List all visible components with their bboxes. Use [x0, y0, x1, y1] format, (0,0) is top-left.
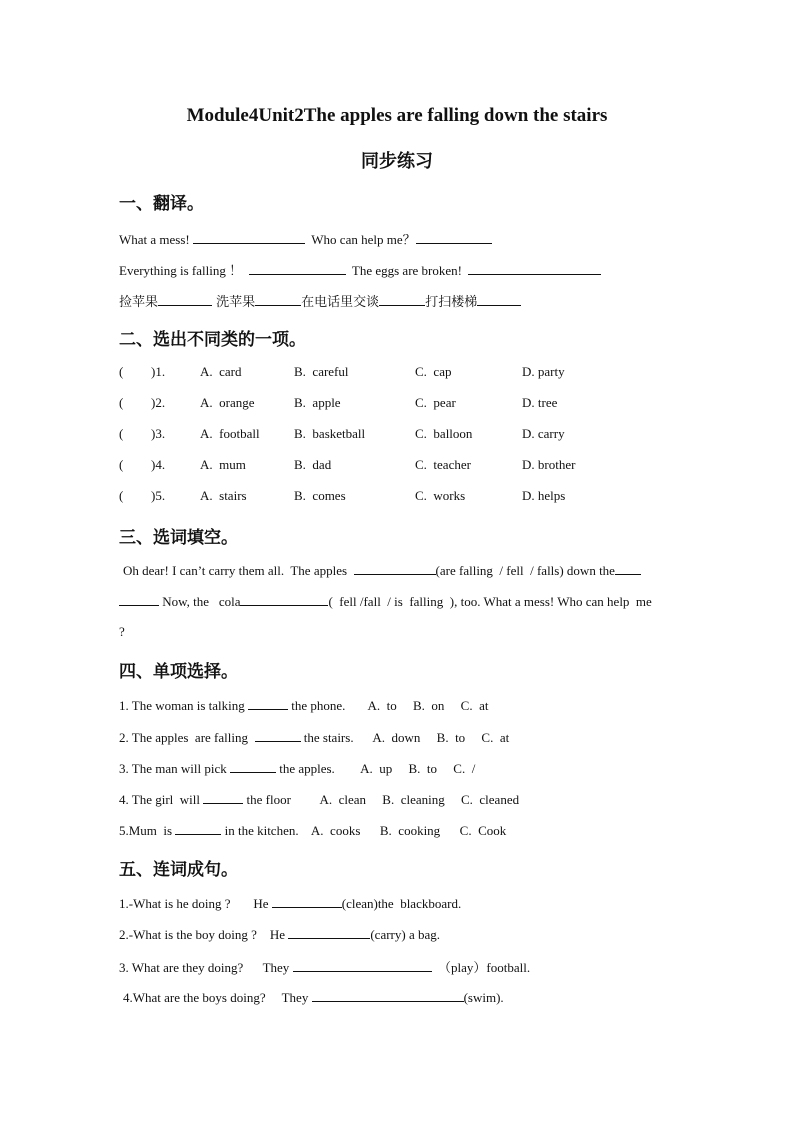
answer-blank[interactable]: [272, 894, 342, 908]
page-subtitle: 同步练习: [361, 151, 433, 172]
section-translate-heading: 一、翻译。: [119, 194, 204, 214]
list-item: [119, 821, 506, 839]
question-number: )2.: [151, 395, 166, 410]
option-d: D. brother: [522, 457, 576, 472]
translate-item-f: 洗苹果: [216, 295, 256, 310]
question-text: 5.Mum is: [119, 823, 173, 838]
option-c: C. cap: [415, 364, 452, 379]
answer-blank[interactable]: [193, 230, 305, 244]
answer-paren[interactable]: (: [119, 426, 124, 441]
answer-blank[interactable]: [240, 592, 328, 606]
sentence-subject: He: [253, 896, 269, 911]
question-tail: the floor: [246, 792, 291, 807]
answer-blank[interactable]: [158, 292, 212, 306]
option-b: B. apple: [294, 395, 341, 410]
answer-blank[interactable]: [379, 292, 425, 306]
section-odd-one-out-heading: 二、选出不同类的一项。: [119, 330, 306, 350]
sentence-subject: He: [269, 927, 286, 942]
answer-blank[interactable]: [477, 292, 521, 306]
fill-paragraph-line-3: ?: [119, 624, 125, 639]
fill-text-1a: Oh dear! I can’t carry them all. The apples: [123, 563, 348, 578]
page-title: Module4Unit2The apples are falling down the stairs: [186, 105, 608, 126]
translate-item-g: 在电话里交谈: [301, 295, 380, 310]
answer-paren[interactable]: (: [119, 395, 124, 410]
option-d: D. tree: [522, 395, 558, 410]
sentence-question: 3. What are they doing?: [119, 960, 244, 975]
fill-text-2a: Now, the cola: [162, 594, 241, 609]
translate-item-c: Everything is falling ！: [119, 263, 243, 278]
answer-blank[interactable]: [249, 261, 346, 275]
option-a: A. football: [200, 426, 260, 441]
question-options: A. clean B. cleaning C. cleaned: [319, 792, 520, 807]
option-b: B. basketball: [294, 426, 366, 441]
answer-blank[interactable]: [255, 292, 301, 306]
sentence-subject: They: [262, 960, 290, 975]
answer-blank[interactable]: [203, 790, 243, 804]
option-a: A. card: [200, 364, 242, 379]
sentence-question: 4.What are the boys doing?: [123, 990, 266, 1005]
translate-line-2: [119, 260, 601, 279]
sentence-question: 1.-What is he doing ?: [119, 896, 231, 911]
option-c: C. teacher: [415, 457, 471, 472]
question-tail: the stairs.: [303, 730, 354, 745]
section-single-choice-heading: 四、单项选择。: [119, 662, 238, 682]
list-item: [119, 696, 488, 714]
list-item: [119, 759, 475, 777]
question-options: A. to B. on C. at: [367, 698, 489, 713]
translate-item-b: Who can help me？: [311, 232, 416, 247]
option-c: C. pear: [415, 395, 456, 410]
answer-blank[interactable]: [468, 261, 601, 275]
answer-blank[interactable]: [175, 821, 221, 835]
option-d: D. party: [522, 364, 565, 379]
sentence-subject: They: [281, 990, 309, 1005]
answer-blank[interactable]: [293, 958, 432, 972]
answer-blank[interactable]: [416, 230, 492, 244]
question-text: 3. The man will pick: [119, 761, 227, 776]
option-d: D. helps: [522, 488, 566, 503]
translate-item-a: What a mess!: [119, 232, 190, 247]
translate-item-d: The eggs are broken!: [351, 263, 462, 278]
question-tail: the phone.: [291, 698, 346, 713]
question-number: )3.: [151, 426, 166, 441]
option-b: B. careful: [294, 364, 349, 379]
question-options: A. down B. to C. at: [372, 730, 510, 745]
answer-blank[interactable]: [615, 561, 641, 575]
answer-blank[interactable]: [288, 925, 370, 939]
question-text: 1. The woman is talking: [119, 698, 245, 713]
question-tail: in the kitchen.: [224, 823, 299, 838]
translate-line-3: [119, 291, 521, 310]
answer-paren[interactable]: (: [119, 457, 124, 472]
fill-paragraph-line-1: [123, 561, 641, 579]
list-item: [119, 728, 509, 746]
translate-line-1: [119, 229, 492, 248]
sentence-hint: (carry) a bag.: [370, 927, 440, 942]
answer-blank[interactable]: [248, 696, 288, 710]
question-options: A. cooks B. cooking C. Cook: [310, 823, 507, 838]
section-fill-blank-heading: 三、选词填空。: [119, 528, 238, 548]
option-b: B. comes: [294, 488, 346, 503]
list-item: [119, 894, 461, 912]
answer-blank[interactable]: [119, 592, 159, 606]
answer-blank[interactable]: [312, 988, 464, 1002]
list-item: [119, 790, 519, 808]
sentence-hint: (clean)the blackboard.: [341, 896, 462, 911]
question-options: A. up B. to C. /: [360, 761, 476, 776]
option-c: C. balloon: [415, 426, 473, 441]
sentence-hint: （play）football.: [438, 960, 531, 975]
sentence-question: 2.-What is the boy doing ?: [119, 927, 257, 942]
question-number: )1.: [151, 364, 166, 379]
answer-paren[interactable]: (: [119, 364, 124, 379]
fill-text-1b: (are falling / fell / falls) down the: [435, 563, 615, 578]
answer-paren[interactable]: (: [119, 488, 124, 503]
fill-text-2b: ( fell /fall / is falling ), too. What a mess! Who can help me: [328, 594, 652, 609]
answer-blank[interactable]: [230, 759, 276, 773]
option-c: C. works: [415, 488, 466, 503]
answer-blank[interactable]: [354, 561, 436, 575]
option-d: D. carry: [522, 426, 565, 441]
question-text: 2. The apples are falling: [119, 730, 248, 745]
translate-item-h: 打扫楼梯: [425, 295, 478, 310]
question-text: 4. The girl will: [119, 792, 201, 807]
translate-item-e: 捡苹果: [119, 295, 159, 310]
list-item: [119, 925, 440, 943]
option-b: B. dad: [294, 457, 332, 472]
question-number: )5.: [151, 488, 166, 503]
list-item: [123, 988, 504, 1006]
option-a: A. mum: [200, 457, 246, 472]
sentence-hint: (swim).: [463, 990, 504, 1005]
fill-paragraph-line-2: [119, 592, 652, 610]
answer-blank[interactable]: [255, 728, 301, 742]
question-tail: the apples.: [279, 761, 335, 776]
question-number: )4.: [151, 457, 166, 472]
list-item: [119, 957, 530, 976]
option-a: A. stairs: [200, 488, 247, 503]
option-a: A. orange: [200, 395, 255, 410]
section-sentences-heading: 五、连词成句。: [119, 860, 238, 880]
